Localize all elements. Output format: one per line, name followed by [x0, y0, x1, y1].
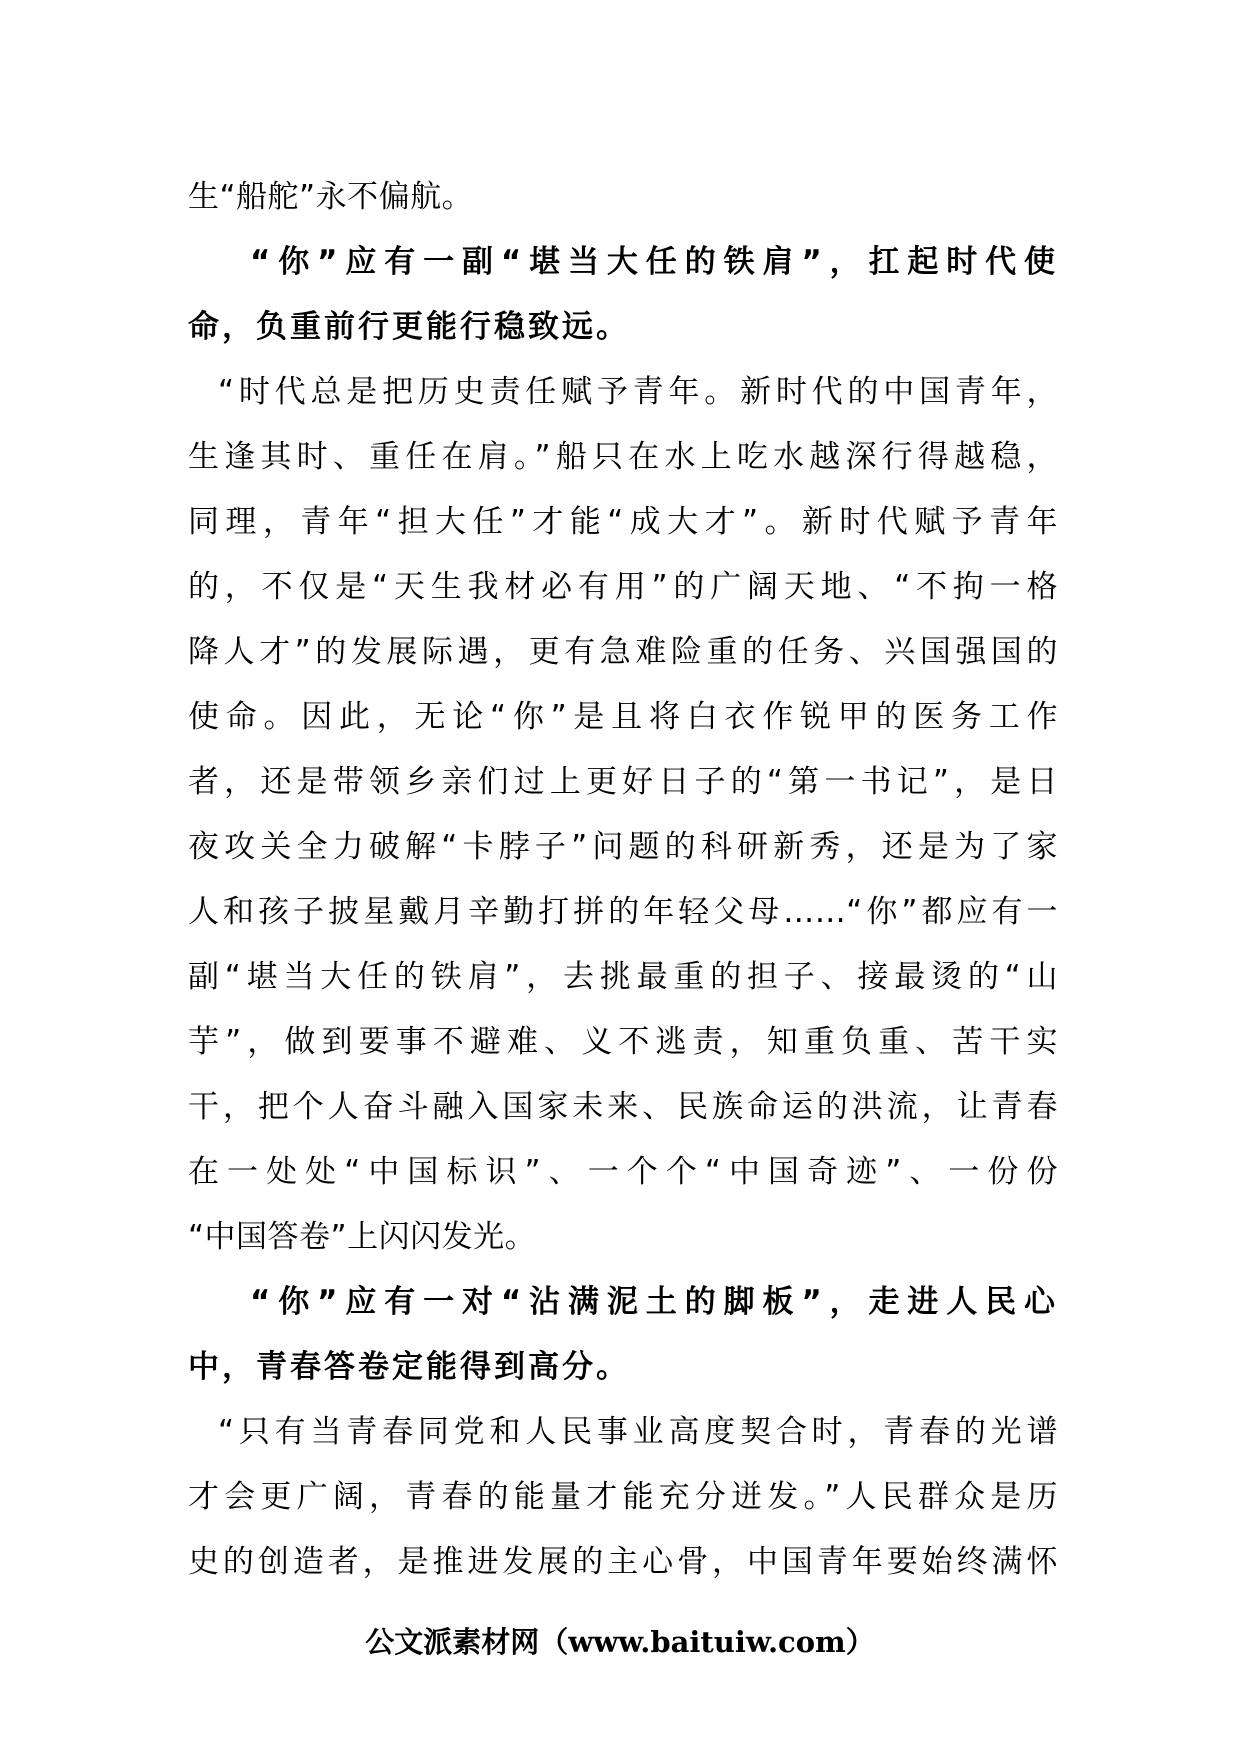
- paragraph-line: “中国答卷”上闪闪发光。: [188, 1219, 537, 1255]
- section-heading-line: 中，青春答卷定能得到高分。: [188, 1349, 630, 1385]
- paragraph-line: 者，还是带领乡亲们过上更好日子的“第一书记”，是日: [188, 764, 1058, 800]
- paragraph-line: 史的创造者，是推进发展的主心骨，中国青年要始终满怀: [188, 1544, 1058, 1580]
- paragraph-line: 同理，青年“担大任”才能“成大才”。新时代赋予青年: [188, 504, 1058, 540]
- paragraph-line: “时代总是把历史责任赋予青年。新时代的中国青年，: [218, 374, 1058, 410]
- paragraph-line: 干，把个人奋斗融入国家未来、民族命运的洪流，让青春: [188, 1089, 1058, 1125]
- section-heading-line: “你”应有一对“沾满泥土的脚板”，走进人民心: [250, 1284, 1058, 1320]
- paragraph-line: 的，不仅是“天生我材必有用”的广阔天地、“不拘一格: [188, 569, 1058, 605]
- paragraph-line: 生逢其时、重任在肩。”船只在水上吃水越深行得越稳，: [188, 439, 1058, 475]
- section-heading-line: 命，负重前行更能行稳致远。: [188, 309, 630, 345]
- document-body: [188, 165, 1058, 1595]
- paragraph-line: “只有当青春同党和人民事业高度契合时，青春的光谱: [218, 1414, 1058, 1450]
- page-footer-watermark: 公文派素材网（www.baituiw.com）: [365, 1625, 875, 1659]
- paragraph-line: 在一处处“中国标识”、一个个“中国奇迹”、一份份: [188, 1154, 1058, 1190]
- paragraph-line: 人和孩子披星戴月辛勤打拼的年轻父母……“你”都应有一: [188, 894, 1058, 930]
- paragraph-line: 降人才”的发展际遇，更有急难险重的任务、兴国强国的: [188, 634, 1058, 670]
- paragraph-line: 才会更广阔，青春的能量才能充分迸发。”人民群众是历: [188, 1479, 1058, 1515]
- paragraph-line: 芋”，做到要事不避难、义不逃责，知重负重、苦干实: [188, 1024, 1058, 1060]
- section-heading-line: “你”应有一副“堪当大任的铁肩”，扛起时代使: [250, 244, 1058, 280]
- paragraph-line: 副“堪当大任的铁肩”，去挑最重的担子、接最烫的“山: [188, 959, 1058, 995]
- paragraph-line: 夜攻关全力破解“卡脖子”问题的科研新秀，还是为了家: [188, 829, 1058, 865]
- paragraph-line: 使命。因此，无论“你”是且将白衣作锐甲的医务工作: [188, 699, 1058, 735]
- paragraph-line: 生“船舵”永不偏航。: [188, 179, 474, 215]
